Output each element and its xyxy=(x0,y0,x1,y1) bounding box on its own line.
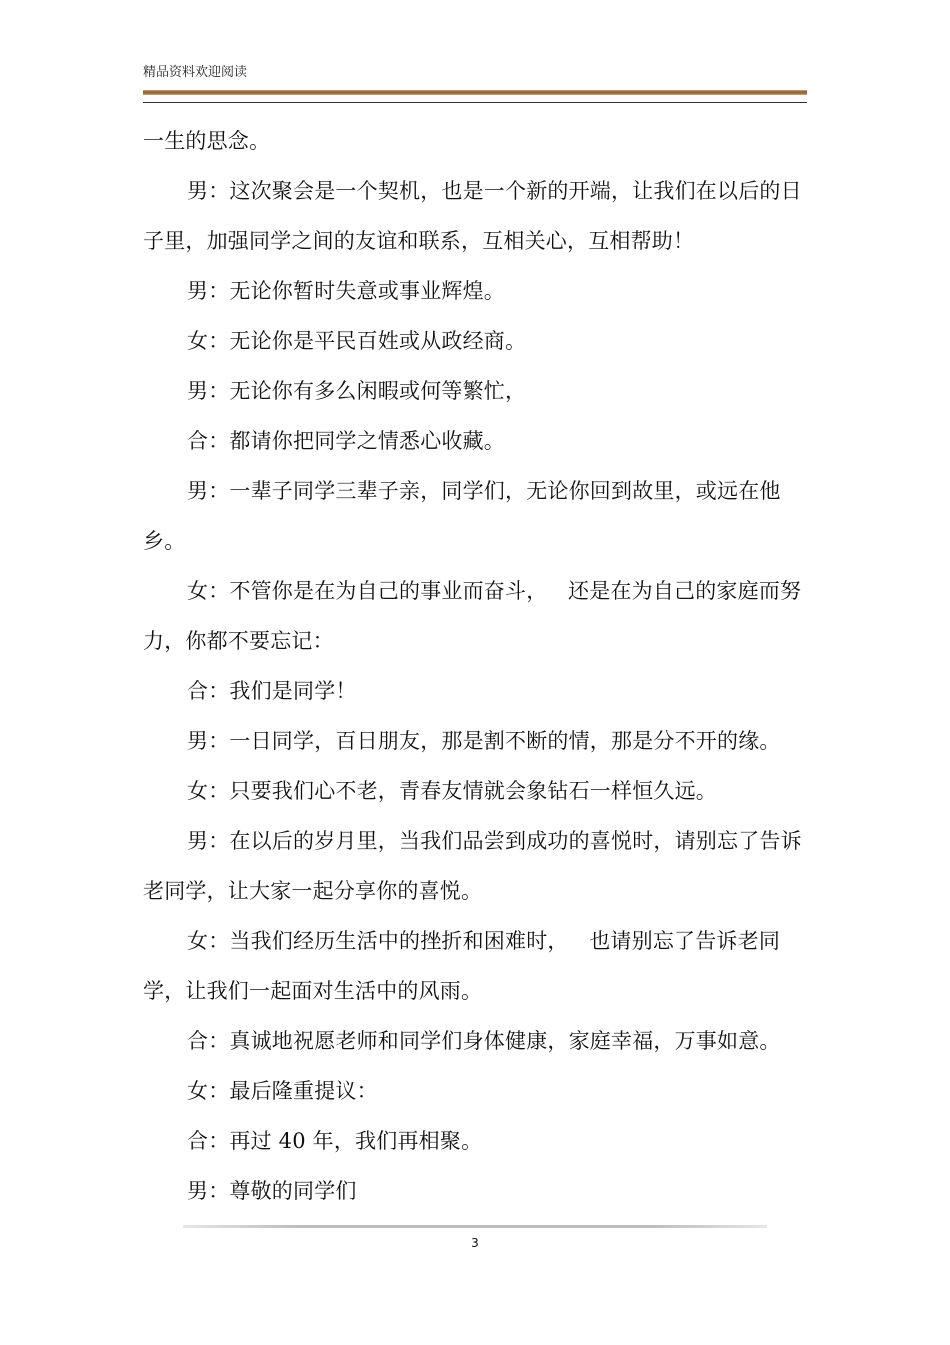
paragraph: 合：再过 40 年，我们再相聚。 xyxy=(187,1129,483,1153)
page-header xyxy=(143,64,807,82)
paragraph: 女：无论你是平民百姓或从政经商。 xyxy=(187,329,527,353)
paragraph: 男：尊敬的同学们 xyxy=(187,1179,357,1203)
paragraph: 男：这次聚会是一个契机，也是一个新的开端，让我们在以后的日子里，加强同学之间的友谊和联系，互相关心，互相帮助！ xyxy=(143,179,802,253)
paragraph: 合：都请你把同学之情悉心收藏。 xyxy=(187,429,505,453)
paragraph: 男：无论你有多么闲暇或何等繁忙， xyxy=(187,379,527,403)
header-thin-divider xyxy=(143,102,807,103)
paragraph: 合：真诚地祝愿老师和同学们身体健康，家庭幸福，万事如意。 xyxy=(187,1029,781,1053)
header-title: 精品资料欢迎阅读 xyxy=(143,65,248,80)
page-footer xyxy=(183,1225,767,1250)
page-number: 3 xyxy=(471,1236,479,1250)
document-body xyxy=(143,116,807,1216)
paragraph: 男：一日同学，百日朋友，那是割不断的情，那是分不开的缘。 xyxy=(187,729,781,753)
paragraph: 女：当我们经历生活中的挫折和困难时， 也请别忘了告诉老同学，让我们一起面对生活中的风雨。 xyxy=(143,929,781,1003)
paragraph: 女：不管你是在为自己的事业而奋斗， 还是在为自己的家庭而努力，你都不要忘记： xyxy=(143,579,802,653)
paragraph: 女：最后隆重提议： xyxy=(187,1079,378,1103)
header-divider xyxy=(143,90,807,95)
paragraph: 男：在以后的岁月里，当我们品尝到成功的喜悦时，请别忘了告诉老同学，让大家一起分享你的喜悦。 xyxy=(143,829,802,903)
paragraph: 一生的思念。 xyxy=(143,129,271,153)
paragraph: 男：一辈子同学三辈子亲，同学们，无论你回到故里，或远在他乡。 xyxy=(143,479,781,553)
paragraph: 合：我们是同学！ xyxy=(187,679,357,703)
paragraph: 女：只要我们心不老，青春友情就会象钻石一样恒久远。 xyxy=(187,779,717,803)
paragraph: 男：无论你暂时失意或事业辉煌。 xyxy=(187,279,505,303)
footer-divider xyxy=(183,1225,767,1228)
